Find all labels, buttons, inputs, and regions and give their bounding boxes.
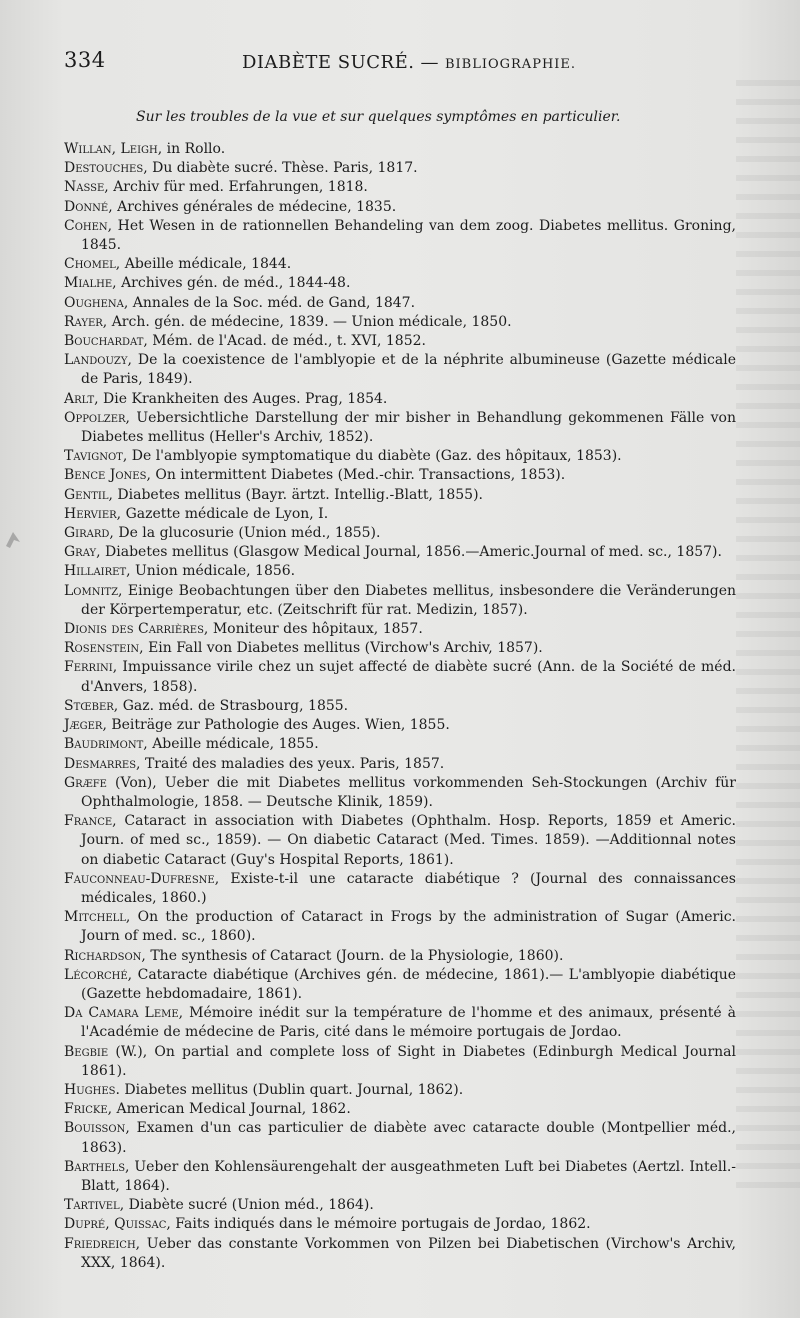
entry-citation: Annales de la Soc. méd. de Gand, 1847. (128, 294, 416, 311)
entry-author: Dionis des Carrières, (64, 621, 209, 638)
entry-author: Græfe (64, 774, 107, 791)
bibliography-entry (64, 947, 736, 966)
bibliography-entry (64, 524, 736, 543)
bibliography-entry (64, 716, 736, 735)
bibliography-entry (64, 966, 736, 1004)
bibliography-entry (64, 1215, 736, 1234)
entry-citation: Existe-t-il une cataracte diabétique ? (Journal des connaissances médicales, 1860.) (81, 870, 736, 906)
bibliography-entry (64, 582, 736, 620)
entry-author: France, (64, 813, 117, 830)
entry-citation: De l'amblyopie symptomatique du diabète (Gaz. des hôpitaux, 1853). (127, 448, 622, 465)
running-title (242, 52, 576, 73)
bibliography-entry (64, 1235, 736, 1273)
entry-author: Tavignot, (64, 448, 128, 465)
entry-citation: in Rollo. (162, 141, 226, 157)
entry-citation: Abeille médicale, 1844. (120, 256, 292, 273)
entry-author: Willan, Leigh, (64, 141, 163, 157)
entry-author: Gentil, (64, 486, 113, 503)
entry-citation: Impuissance virile chez un sujet affecté de diabète sucré (Ann. de la Société de méd. d'Anvers, 1858). (81, 659, 736, 695)
entry-author: Destouches, (64, 160, 148, 177)
bibliography-entry (64, 313, 736, 332)
bibliography-entry (64, 1158, 736, 1196)
bibliography-entry (64, 908, 736, 946)
entry-citation: Cataract in association with Diabetes (Ophthalm. Hosp. Reports, 1859 et Americ. Journ. of med sc., 1859). — On diabetic Cataract (Med. Times. 1859). —Additionnal notes on diabetic Cataract (Guy's Hospital Reports, 1861). (81, 813, 736, 868)
bibliography-entry (64, 1196, 736, 1215)
entry-author: Jæger, (64, 717, 107, 734)
entry-author: Oughena, (64, 294, 129, 311)
entry-citation: (W.), On partial and complete loss of Sight in Diabetes (Edinburgh Medical Journal 1861). (81, 1043, 736, 1079)
bibliography-entry (64, 486, 736, 505)
entry-author: Chomel, (64, 256, 121, 273)
entry-citation: Ueber den Kohlensäurengehalt der ausgeathmeten Luft bei Diabetes (Aertzl. Intell.-Blatt, 1864). (81, 1158, 736, 1194)
entry-citation: Ein Fall von Diabetes mellitus (Virchow's Archiv, 1857). (143, 640, 543, 657)
entry-author: Barthels, (64, 1158, 130, 1175)
entry-author: Bence Jones, (64, 467, 151, 484)
entry-author: Baudrimont, (64, 736, 148, 753)
entry-author: Bouisson, (64, 1120, 130, 1137)
bibliography-entry (64, 447, 736, 466)
entry-citation: Arch. gén. de médecine, 1839. — Union médicale, 1850. (107, 313, 512, 330)
bibliography-entry (64, 639, 736, 658)
bibliography-entry (64, 217, 736, 255)
entry-citation: Het Wesen in de rationnellen Behandeling van dem zoog. Diabetes mellitus. Groning, 1845. (81, 217, 736, 254)
entry-citation: Gaz. méd. de Strasbourg, 1855. (118, 697, 349, 714)
entry-citation: Archives générales de médecine, 1835. (112, 198, 397, 215)
bibliography-entry (64, 351, 736, 389)
bibliography-entry (64, 409, 736, 447)
entry-citation: The synthesis of Cataract (Journ. de la Physiologie, 1860). (145, 947, 564, 964)
entry-citation: Faits indiqués dans le mémoire portugais de Jordao, 1862. (170, 1216, 591, 1233)
bibliography-entry (64, 1119, 736, 1157)
entry-author: Mitchell, (64, 909, 131, 926)
page-number: 334 (64, 48, 106, 72)
entry-citation: Die Krankheiten des Auges. Prag, 1854. (98, 390, 388, 407)
entry-author: Lécorché, (64, 966, 133, 983)
entry-author: Tartivel, (64, 1197, 125, 1214)
entry-citation: Abeille médicale, 1855. (147, 736, 319, 753)
entry-author: Landouzy, (64, 352, 132, 369)
bleed-through-text (736, 80, 800, 1200)
entry-author: Rayer, (64, 313, 108, 330)
entry-citation: Mém. de l'Acad. de méd., t. XVI, 1852. (147, 333, 426, 350)
bibliography-entry (64, 774, 736, 812)
running-header (64, 48, 744, 78)
bibliography-entry (64, 274, 736, 293)
entry-author: Hervier, (64, 505, 122, 522)
entry-author: Nasse, (64, 179, 109, 196)
entry-author: Friedreich, (64, 1235, 141, 1252)
entry-citation: American Medical Journal, 1862. (112, 1101, 351, 1118)
bibliography-entry (64, 1004, 736, 1042)
bibliography-entry (64, 294, 736, 313)
bibliography-entry (64, 1100, 736, 1119)
entry-author: Hughes. (64, 1081, 120, 1098)
entry-citation: Einige Beobachtungen über den Diabetes mellitus, insbesondere die Veränderungen der Körpertemperatur, etc. (Zeitschrift für rat. Medizin, 1857). (81, 582, 736, 618)
section-title: Sur les troubles de la vue et sur quelques symptômes en particulier. (136, 109, 621, 125)
entry-author: Oppolzer, (64, 409, 131, 426)
entry-citation: De la coexistence de l'amblyopie et de la néphrite albumineuse (Gazette médicale de Paris, 1849). (81, 352, 736, 388)
bibliography-entry (64, 255, 736, 274)
entry-citation: Archiv für med. Erfahrungen, 1818. (108, 179, 368, 196)
bibliography-entry (64, 812, 736, 870)
running-title-separator: — (420, 52, 439, 73)
entry-citation: Union médicale, 1856. (130, 563, 296, 580)
bibliography-entry (64, 332, 736, 351)
entry-citation: (Von), Ueber die mit Diabetes mellitus vorkommenden Seh-Stockungen (Archiv für Ophthalmologie, 1858. — Deutsche Klinik, 1859). (81, 774, 736, 810)
entry-author: Girard, (64, 525, 114, 542)
bibliography-entry (64, 658, 736, 696)
entry-author: Mialhe, (64, 275, 117, 292)
entry-citation: Beiträge zur Pathologie des Auges. Wien, 1855. (106, 717, 450, 734)
bibliography-entry (64, 178, 736, 197)
entry-citation: On intermittent Diabetes (Med.-chir. Transactions, 1853). (150, 467, 566, 484)
ink-smudge (4, 528, 22, 550)
bibliography-entry (64, 543, 736, 562)
bibliography-entry (64, 140, 736, 159)
entry-author: Dupré, Quissac, (64, 1216, 171, 1233)
entry-citation: Ueber das constante Vorkommen von Pilzen bei Diabetischen (Virchow's Archiv, XXX, 1864). (81, 1235, 736, 1271)
entry-citation: Diabetes mellitus (Dublin quart. Journal, 1862). (119, 1081, 464, 1098)
bibliography-entry (64, 620, 736, 639)
bibliography-entry (64, 870, 736, 908)
entry-author: Arlt, (64, 390, 99, 407)
bibliography-list (64, 140, 736, 1273)
bibliography-entry (64, 505, 736, 524)
running-title-main: DIABÈTE SUCRÉ. (242, 52, 415, 73)
entry-citation: Diabetes mellitus (Glasgow Medical Journal, 1856.—Americ.Journal of med. sc., 1857). (100, 544, 722, 561)
entry-citation: Diabetes mellitus (Bayr. ärtzt. Intellig.-Blatt, 1855). (112, 486, 483, 503)
entry-author: Begbie (64, 1043, 109, 1060)
bibliography-entry (64, 562, 736, 581)
bibliography-entry (64, 735, 736, 754)
entry-citation: Gazette médicale de Lyon, I. (121, 505, 329, 522)
entry-author: Fricke, (64, 1101, 113, 1118)
entry-citation: Uebersichtliche Darstellung der mir bisher in Behandlung gekommenen Fälle von Diabetes mellitus (Heller's Archiv, 1852). (81, 409, 736, 446)
entry-author: Gray, (64, 544, 101, 561)
bibliography-entry (64, 755, 736, 774)
running-title-sub: BIBLIOGRAPHIE. (444, 57, 577, 72)
entry-author: Bouchardat, (64, 333, 148, 350)
bibliography-entry (64, 1043, 736, 1081)
bibliography-entry (64, 390, 736, 409)
entry-citation: Moniteur des hôpitaux, 1857. (208, 621, 423, 638)
bibliography-entry (64, 159, 736, 178)
entry-author: Cohen, (64, 217, 113, 234)
bibliography-entry (64, 697, 736, 716)
entry-author: Desmarres, (64, 755, 141, 772)
entry-citation: De la glucosurie (Union méd., 1855). (113, 525, 381, 542)
entry-citation: Du diabète sucré. Thèse. Paris, 1817. (147, 160, 418, 177)
bibliography-entry (64, 466, 736, 485)
entry-author: Stœber, (64, 697, 119, 714)
entry-citation: Cataracte diabétique (Archives gén. de médecine, 1861).— L'amblyopie diabétique (Gazette hebdomadaire, 1861). (81, 966, 736, 1002)
entry-author: Lomnitz, (64, 582, 123, 599)
entry-author: Ferrini, (64, 659, 118, 676)
entry-author: Donné, (64, 198, 113, 215)
bibliography-entry (64, 198, 736, 217)
bibliography-entry (64, 1081, 736, 1100)
entry-author: Rosenstein, (64, 640, 144, 657)
entry-citation: On the production of Cataract in Frogs by the administration of Sugar (Americ. Journ of med. sc., 1860). (81, 909, 736, 945)
entry-citation: Traité des maladies des yeux. Paris, 1857. (140, 755, 445, 772)
entry-author: Da Camara Leme, (64, 1005, 184, 1022)
entry-author: Hillairet, (64, 563, 131, 580)
entry-citation: Examen d'un cas particulier de diabète avec cataracte double (Montpellier méd., 1863). (81, 1120, 736, 1156)
entry-citation: Archives gén. de méd., 1844-48. (116, 275, 351, 292)
entry-author: Richardson, (64, 947, 146, 964)
entry-author: Fauconneau-Dufresne, (64, 870, 220, 887)
entry-citation: Mémoire inédit sur la température de l'homme et des animaux, présenté à l'Académie de médecine de Paris, cité dans le mémoire portugais de Jordao. (81, 1005, 737, 1041)
entry-citation: Diabète sucré (Union méd., 1864). (124, 1197, 374, 1214)
